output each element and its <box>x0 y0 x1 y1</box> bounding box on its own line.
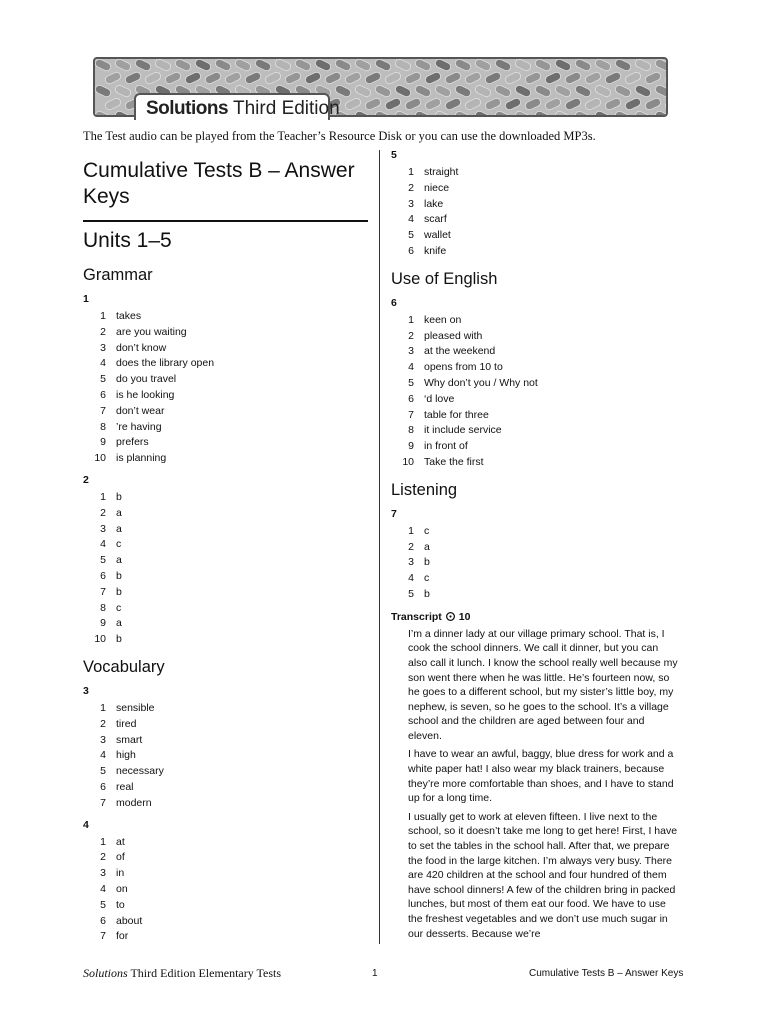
answer-number: 5 <box>408 229 414 242</box>
answer-list <box>83 309 368 467</box>
transcript-heading <box>391 611 681 623</box>
answer-text: a <box>424 540 430 553</box>
answer-text: at <box>116 835 125 848</box>
answer-number: 5 <box>100 373 106 386</box>
answer-item <box>391 455 681 471</box>
answer-text: a <box>116 554 122 567</box>
answer-text: are you waiting <box>116 325 187 338</box>
answer-text: tired <box>116 717 137 730</box>
answer-text: Why don’t you / Why not <box>424 376 538 389</box>
answer-item <box>83 420 368 436</box>
answer-number: 5 <box>100 765 106 778</box>
footer-book-title: Solutions Third Edition Elementary Tests <box>83 966 282 980</box>
answer-text: do you travel <box>116 373 177 386</box>
answer-list <box>83 835 368 946</box>
right-column <box>391 150 681 945</box>
answer-text: c <box>116 538 122 551</box>
answer-number: 2 <box>408 181 414 194</box>
answer-text: prefers <box>116 436 149 449</box>
answer-text: at the weekend <box>424 345 496 358</box>
audio-disc-icon <box>446 612 455 621</box>
audio-note: The Test audio can be played from the Teacher’s Resource Disk or you can use the downloaded MP3s. <box>83 129 596 143</box>
page-number: 1 <box>372 968 378 979</box>
answer-item <box>391 212 681 228</box>
question-number: 3 <box>83 684 89 697</box>
answer-list <box>83 490 368 648</box>
answer-item <box>83 451 368 467</box>
answer-text: table for three <box>424 408 489 421</box>
units-heading: Units 1–5 <box>83 229 172 252</box>
answer-text: of <box>116 851 125 864</box>
answer-item <box>83 435 368 451</box>
answer-item <box>83 309 368 325</box>
answer-number: 9 <box>100 436 106 449</box>
answer-number: 2 <box>408 540 414 553</box>
answer-item <box>83 866 368 882</box>
section-heading-use-of-english: Use of English <box>391 269 498 288</box>
transcript-paragraph: I usually get to work at eleven fifteen. I live next to the school, so it doesn’t take me long to get here! First, I have to set the tables in the school hall. After that, we prepare the food in the large kitchen. I’m always very busy. There are 420 children at the school and four hundred of them have school dinners! A few of the children bring in packed lunches, but most of them eat our food. We have to use the freshest vegetables and we don’t use much sugar in our desserts. Because we’re <box>408 810 678 940</box>
answer-item <box>391 439 681 455</box>
brand-logo: Solutions Third Edition <box>146 98 340 119</box>
answer-number: 2 <box>100 506 106 519</box>
answer-text: high <box>116 749 136 762</box>
answer-item <box>83 356 368 372</box>
answer-item <box>391 392 681 408</box>
answer-text: c <box>424 572 430 585</box>
answer-item <box>83 717 368 733</box>
question-number: 1 <box>83 293 89 305</box>
answer-text: modern <box>116 796 152 809</box>
answer-number: 3 <box>100 341 106 354</box>
answer-item <box>83 835 368 851</box>
answer-item <box>83 929 368 945</box>
answer-number: 4 <box>100 749 106 762</box>
answer-text: b <box>424 587 430 600</box>
answer-number: 4 <box>408 361 414 374</box>
answer-item <box>391 423 681 439</box>
answer-list <box>391 524 681 603</box>
section-heading-grammar: Grammar <box>83 266 153 284</box>
question-number: 4 <box>83 818 89 831</box>
answer-item <box>83 632 368 648</box>
answer-text: a <box>116 506 122 519</box>
answer-item <box>83 522 368 538</box>
answer-text: it include service <box>424 424 502 437</box>
answer-number: 5 <box>408 376 414 389</box>
answer-text: scarf <box>424 213 447 226</box>
answer-number: 3 <box>100 522 106 535</box>
question-number: 7 <box>391 507 397 520</box>
answer-item <box>83 404 368 420</box>
answer-text: smart <box>116 733 143 746</box>
answer-item <box>83 898 368 914</box>
answer-item <box>83 537 368 553</box>
answer-number: 6 <box>100 388 106 401</box>
answer-list <box>391 165 681 260</box>
answer-item <box>83 780 368 796</box>
answer-item <box>83 748 368 764</box>
answer-item <box>391 376 681 392</box>
answer-text: in front of <box>424 440 468 453</box>
question-number: 2 <box>83 473 89 486</box>
answer-text: Take the first <box>424 455 484 468</box>
answer-text: b <box>116 490 122 503</box>
question-number: 6 <box>391 296 397 309</box>
answer-item <box>83 882 368 898</box>
answer-text: is he looking <box>116 388 175 401</box>
answer-item <box>83 569 368 585</box>
answer-item <box>391 165 681 181</box>
answer-text: to <box>116 898 125 911</box>
answer-number: 1 <box>408 166 414 178</box>
answer-number: 1 <box>100 310 106 322</box>
answer-item <box>83 506 368 522</box>
answer-text: don’t wear <box>116 404 165 417</box>
answer-text: for <box>116 930 129 943</box>
answer-text: straight <box>424 166 459 178</box>
answer-item <box>391 244 681 260</box>
answer-text: does the library open <box>116 357 215 370</box>
answer-text: c <box>116 601 122 614</box>
answer-number: 4 <box>408 213 414 226</box>
answer-list <box>83 701 368 812</box>
answer-item <box>83 616 368 632</box>
answer-number: 1 <box>408 524 414 537</box>
answer-item <box>391 197 681 213</box>
answer-number: 6 <box>408 244 414 257</box>
answer-number: 10 <box>94 633 106 646</box>
answer-number: 10 <box>94 452 106 465</box>
column-divider <box>379 150 380 944</box>
answer-list <box>391 313 681 471</box>
answer-item <box>83 850 368 866</box>
answer-text: b <box>116 569 122 582</box>
answer-number: 2 <box>408 329 414 342</box>
answer-number: 4 <box>100 882 106 895</box>
answer-number: 4 <box>408 572 414 585</box>
transcript-paragraph: I have to wear an awful, baggy, blue dress for work and a white paper hat! I also wear my black trainers, because they’re more comfortable than shoes, and I have to stand up for a long time. <box>408 748 674 805</box>
answer-item <box>83 796 368 812</box>
answer-text: b <box>424 556 430 569</box>
answer-text: b <box>116 633 122 646</box>
answer-item <box>391 313 681 329</box>
answer-item <box>391 524 681 540</box>
transcript-track: 10 <box>458 610 471 623</box>
answer-number: 8 <box>100 601 106 614</box>
answer-number: 6 <box>100 914 106 927</box>
answer-item <box>83 585 368 601</box>
section-heading-vocabulary: Vocabulary <box>83 657 165 676</box>
answer-number: 4 <box>100 357 106 370</box>
transcript-paragraph: I’m a dinner lady at our village primary school. That is, I cook the school dinners. We call it dinner, but you can also call it lunch. I know the school really well because my son went there when he was little. He’s fourteen now, so he goes to a different school, but my sister’s little boy, my nephew, is seven, so he goes to the school. It’s a village school and the children are aged between four and eleven. <box>408 627 678 742</box>
transcript-label: Transcript <box>391 610 442 623</box>
answer-number: 3 <box>100 867 106 880</box>
answer-number: 8 <box>100 420 106 433</box>
answer-number: 8 <box>408 424 414 437</box>
answer-text: keen on <box>424 313 462 326</box>
answer-item <box>83 372 368 388</box>
answer-item <box>391 571 681 587</box>
answer-number: 1 <box>100 490 106 503</box>
answer-number: 3 <box>408 556 414 569</box>
answer-item <box>391 228 681 244</box>
answer-item <box>391 540 681 556</box>
answer-text: takes <box>116 310 142 322</box>
answer-item <box>391 344 681 360</box>
answer-text: c <box>424 524 430 537</box>
answer-number: 9 <box>100 617 106 630</box>
answer-item <box>391 587 681 603</box>
answer-number: 3 <box>408 197 414 210</box>
answer-number: 7 <box>100 930 106 943</box>
answer-item <box>83 553 368 569</box>
answer-number: 2 <box>100 851 106 864</box>
answer-text: opens from 10 to <box>424 361 503 374</box>
answer-text: sensible <box>116 701 155 714</box>
answer-text: on <box>116 882 128 895</box>
answer-number: 7 <box>408 408 414 421</box>
answer-item <box>391 408 681 424</box>
answer-text: is planning <box>116 452 167 465</box>
answer-text: about <box>116 914 143 927</box>
answer-number: 3 <box>408 345 414 358</box>
answer-text: in <box>116 867 125 880</box>
answer-text: a <box>116 522 122 535</box>
answer-text: a <box>116 617 122 630</box>
answer-text: knife <box>424 244 447 257</box>
answer-number: 6 <box>100 780 106 793</box>
title-rule <box>83 220 368 222</box>
answer-number: 1 <box>100 701 106 714</box>
answer-number: 10 <box>402 455 414 468</box>
answer-text: necessary <box>116 765 164 778</box>
answer-number: 9 <box>408 440 414 453</box>
answer-number: 6 <box>100 569 106 582</box>
section-heading-listening: Listening <box>391 480 458 499</box>
answer-item <box>391 555 681 571</box>
answer-text: b <box>116 585 122 598</box>
answer-number: 7 <box>100 796 106 809</box>
answer-number: 1 <box>100 835 106 848</box>
answer-item <box>391 181 681 197</box>
answer-item <box>83 914 368 930</box>
answer-item <box>83 764 368 780</box>
answer-item <box>83 601 368 617</box>
answer-item <box>83 341 368 357</box>
answer-text: pleased with <box>424 329 483 342</box>
answer-number: 1 <box>408 313 414 326</box>
left-column <box>83 150 368 951</box>
answer-text: niece <box>424 181 450 194</box>
answer-number: 4 <box>100 538 106 551</box>
answer-number: 7 <box>100 585 106 598</box>
answer-text: ‘d love <box>424 392 455 405</box>
question-number: 5 <box>391 149 397 161</box>
answer-text: real <box>116 780 134 793</box>
answer-text: wallet <box>424 229 451 242</box>
answer-number: 2 <box>100 717 106 730</box>
answer-item <box>83 490 368 506</box>
answer-item <box>391 329 681 345</box>
answer-number: 5 <box>100 554 106 567</box>
answer-text: lake <box>424 197 444 210</box>
footer-doc-title: Cumulative Tests B – Answer Keys <box>529 968 684 979</box>
answer-item <box>391 360 681 376</box>
answer-item <box>83 388 368 404</box>
answer-text: don’t know <box>116 341 167 354</box>
answer-number: 5 <box>100 898 106 911</box>
answer-number: 7 <box>100 404 106 417</box>
answer-item <box>83 325 368 341</box>
answer-number: 3 <box>100 733 106 746</box>
answer-text: ’re having <box>116 420 162 433</box>
answer-number: 6 <box>408 392 414 405</box>
answer-number: 2 <box>100 325 106 338</box>
answer-number: 5 <box>408 587 414 600</box>
page-title: Cumulative Tests B – Answer Keys <box>83 159 355 208</box>
answer-item <box>83 701 368 717</box>
answer-item <box>83 733 368 749</box>
